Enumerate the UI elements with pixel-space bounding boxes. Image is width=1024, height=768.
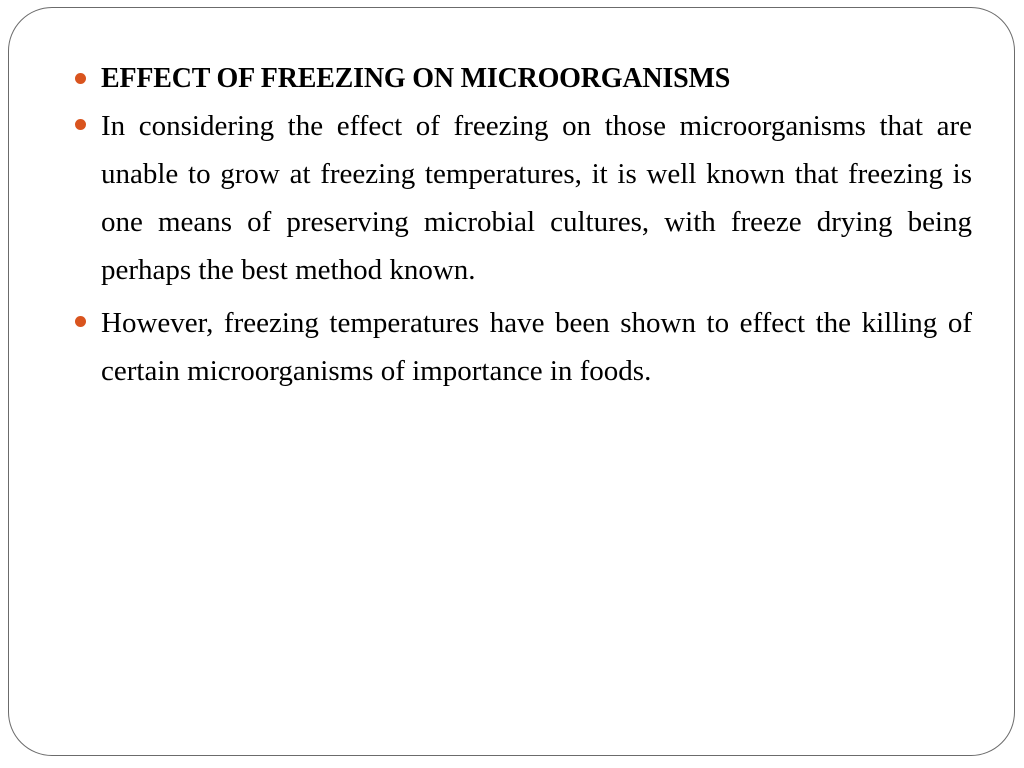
heading-text: EFFECT OF FREEZING ON MICROORGANISMS	[101, 63, 731, 94]
bullet-item-paragraph	[101, 102, 972, 294]
paragraph-text: However, freezing temperatures have been shown to effect the killing of certain microorganisms of importance in foods.	[101, 307, 972, 387]
paragraph-text: In considering the effect of freezing on those microorganisms that are unable to grow at freezing temperatures, it is well known that freezing is one means of preserving microbial cultures, with freeze drying being perhaps the best method known.	[101, 110, 972, 286]
bullet-item-heading	[101, 60, 972, 98]
bullet-dot-icon	[75, 316, 86, 327]
slide-frame	[8, 7, 1015, 756]
bullet-dot-icon	[75, 73, 86, 84]
slide-content	[101, 60, 972, 400]
bullet-dot-icon	[75, 119, 86, 130]
bullet-item-paragraph	[101, 299, 972, 395]
